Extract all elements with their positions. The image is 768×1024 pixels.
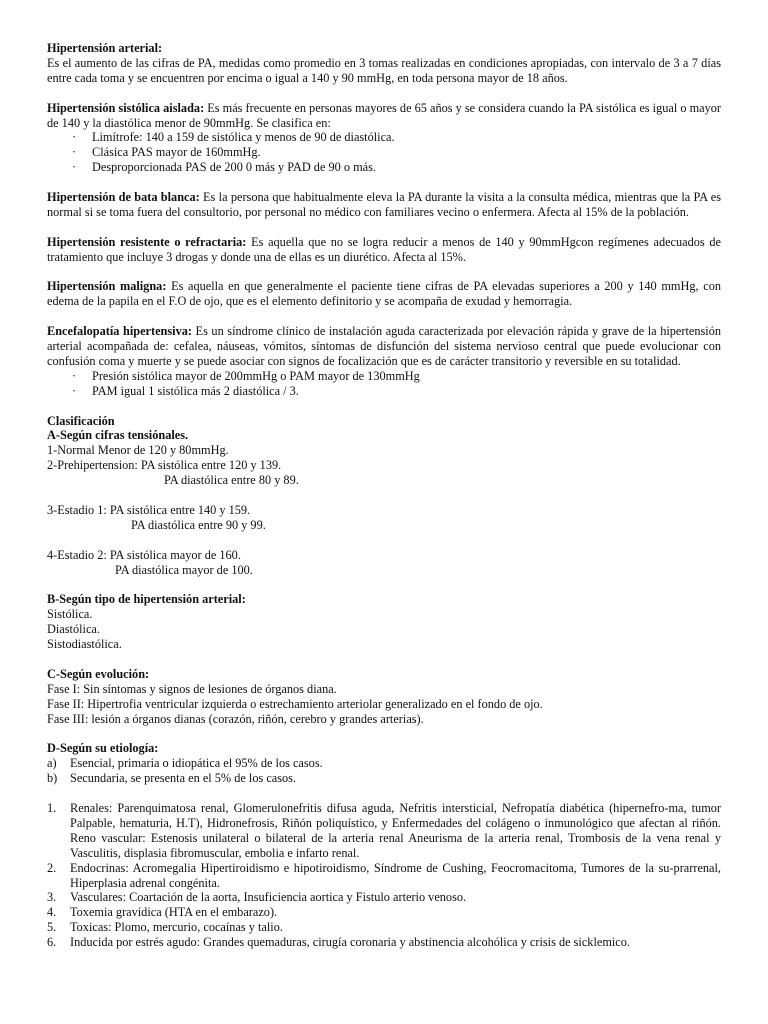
subsection-title: A-Según cifras tensiónales. <box>47 428 189 443</box>
list-marker: a) <box>47 756 57 771</box>
section-title: Hipertensión arterial: <box>47 41 163 55</box>
list-marker: 2. <box>47 860 57 875</box>
list-item <box>47 369 721 384</box>
list-item: PA diastólica entre 90 y 99. <box>131 517 266 532</box>
section-text: Es un síndrome clínico de instalación aguda caracterizada por elevación rápida y grave de la hipertensión arterial acompañada de: cefalea, náuseas, vómitos, síntomas de disfunción del sistema nervioso central que puede evolucionar con confusión coma y muerte y se puede asociar con signos de focalización que es de carácter transitorio y reversible en su totalidad. <box>47 324 721 368</box>
list-item: Sistodiastólica. <box>47 637 122 652</box>
subsection-b <box>47 592 721 607</box>
list-item: Diastólica. <box>47 622 100 637</box>
list-item-text: Presión sistólica mayor de 200mmHg o PAM mayor de 130mmHg <box>92 368 420 383</box>
list-item <box>47 801 721 861</box>
bullet-icon: · <box>72 383 77 398</box>
list-item-text: Clásica PAS mayor de 160mmHg. <box>92 145 261 160</box>
list-item <box>47 384 721 399</box>
subsection-title: C-Según evolución: <box>47 666 150 681</box>
list-item: Fase III: lesión a órganos dianas (corazón, riñón, cerebro y grandes arterias). <box>47 711 424 726</box>
list-marker: 6. <box>47 935 57 950</box>
list-item <box>47 145 721 160</box>
list-item <box>47 130 721 145</box>
bullet-icon: · <box>72 368 77 383</box>
subsection-title: D-Según su etiología: <box>47 741 159 756</box>
bullet-icon: · <box>72 130 77 145</box>
section-text: Es aquella que no se logra reducir a menos de 140 y 90mmHgcon regímenes adecuados de tratamiento que incluye 3 drogas y donde una de ellas es un diurético. Afecta al 15%. <box>47 234 721 264</box>
bullet-icon: · <box>72 160 77 175</box>
section-clasificacion <box>47 414 721 444</box>
section-title: Hipertensión maligna: <box>47 279 167 294</box>
document-page <box>47 41 721 950</box>
list-item-text: Renales: Parenquimatosa renal, Glomerulonefritis difusa aguda, Nefritis intersticial, Nefropatía diabética (hipernefro-ma, tumor Palpable, hematuria, H.T), Hidronefrosis, Riñón poliquístico, y Enfermedades del colágeno o inmunológico que afectan al riñón. Reno vascular: Estenosis unilateral o bilateral de la arteria renal Aneurisma de la arteria renal, Trombosis de la vena renal y Vasculitis, displasia fibromuscular, embolia e infarto renal. <box>70 801 721 860</box>
subsection-c <box>47 667 721 682</box>
list-item-text: Vasculares: Coartación de la aorta, Insuficiencia aortica y Fistulo arterio venoso. <box>70 890 467 905</box>
list-item-text: Secundaria, se presenta en el 5% de los casos. <box>70 771 297 786</box>
list-item <box>47 920 721 935</box>
section-hipertension-arterial <box>47 41 721 86</box>
list-item: Sistólica. <box>47 607 93 622</box>
list-item <box>47 905 721 920</box>
list-item: Fase I: Sin síntomas y signos de lesiones de órganos diana. <box>47 681 337 696</box>
section-bata-blanca <box>47 190 721 220</box>
list-item-text: Desproporcionada PAS de 200 0 más y PAD de 90 o más. <box>92 160 376 175</box>
section-title: Clasificación <box>47 413 115 428</box>
section-text: Es más frecuente en personas mayores de 65 años y se considera cuando la PA sistólica es igual o mayor de 140 y la diastólica menor de 90mmHg. Se clasifica en: <box>47 100 722 130</box>
list-item: PA diastólica mayor de 100. <box>115 562 253 577</box>
list-item-text: Toxemia gravídica (HTA en el embarazo). <box>70 905 278 920</box>
section-title: Encefalopatía hipertensiva: <box>47 324 192 339</box>
list-item-text: Inducida por estrés agudo: Grandes quemaduras, cirugía coronaria y abstinencia alcohólica y crisis de sicklemico. <box>70 935 630 950</box>
section-text: Es el aumento de las cifras de PA, medidas como promedio en 3 tomas realizadas en condiciones apropiadas, con intervalo de 3 a 7 días entre cada toma y se encuentren por encima o igual a 140 y 90 mmHg, en toda persona mayor de 18 años. <box>47 55 721 85</box>
section-encefalopatia <box>47 324 721 369</box>
list-marker: 5. <box>47 920 57 935</box>
list-item-text: Limítrofe: 140 a 159 de sistólica y menos de 90 de diastólica. <box>92 130 395 145</box>
list-item: 2-Prehipertension: PA sistólica entre 120 y 139. <box>47 458 282 473</box>
list-item: 1-Normal Menor de 120 y 80mmHg. <box>47 443 229 458</box>
list-item: 3-Estadio 1: PA sistólica entre 140 y 159. <box>47 502 251 517</box>
subsection-d <box>47 741 721 756</box>
list-item: 4-Estadio 2: PA sistólica mayor de 160. <box>47 547 241 562</box>
list-item-text: PAM igual 1 sistólica más 2 diastólica / 3. <box>92 383 299 398</box>
section-text: Es la persona que habitualmente eleva la PA durante la visita a la consulta médica, mientras que la PA es normal si se toma fuera del consultorio, por personal no médico con familiares vecino o enfermera. Afecta al 15% de la población. <box>47 190 721 219</box>
list-item-text: Endocrinas: Acromegalia Hipertiroidismo e hipotiroidismo, Síndrome de Cushing, Feocromacitoma, Tumores de la su-prarrenal, Hiperplasia adrenal congénita. <box>70 860 721 890</box>
section-text: Es aquella en que generalmente el paciente tiene cifras de PA elevadas superiores a 200 y 140 mmHg, con edema de la papila en el F.O de ojo, que es el elemento definitorio y se acompaña de exudad y hemorragia. <box>47 279 721 309</box>
list-item <box>47 935 721 950</box>
list-item <box>47 160 721 175</box>
list-item-text: Toxicas: Plomo, mercurio, cocaínas y talio. <box>70 920 283 935</box>
list-item: Fase II: Hipertrofia ventricular izquierda o estrechamiento arteriolar generalizado en el fondo de ojo. <box>47 696 543 711</box>
section-title: Hipertensión de bata blanca: <box>47 190 200 205</box>
section-hipertension-sistolica <box>47 101 721 131</box>
bullet-icon: · <box>72 145 77 160</box>
list-marker: 3. <box>47 890 57 905</box>
list-item: PA diastólica entre 80 y 89. <box>164 473 299 488</box>
list-marker: b) <box>47 771 58 786</box>
list-item <box>47 771 721 786</box>
subsection-title: B-Según tipo de hipertensión arterial: <box>47 592 246 607</box>
list-item-text: Esencial, primaria o idiopática el 95% de los casos. <box>70 756 323 771</box>
section-title: Hipertensión resistente o refractaria: <box>47 234 247 249</box>
list-marker: 1. <box>47 801 57 816</box>
section-maligna <box>47 279 721 309</box>
section-resistente <box>47 235 721 265</box>
list-item <box>47 756 721 771</box>
list-item <box>47 890 721 905</box>
list-marker: 4. <box>47 905 57 920</box>
section-title: Hipertensión sistólica aislada: <box>47 100 205 115</box>
list-item <box>47 861 721 891</box>
